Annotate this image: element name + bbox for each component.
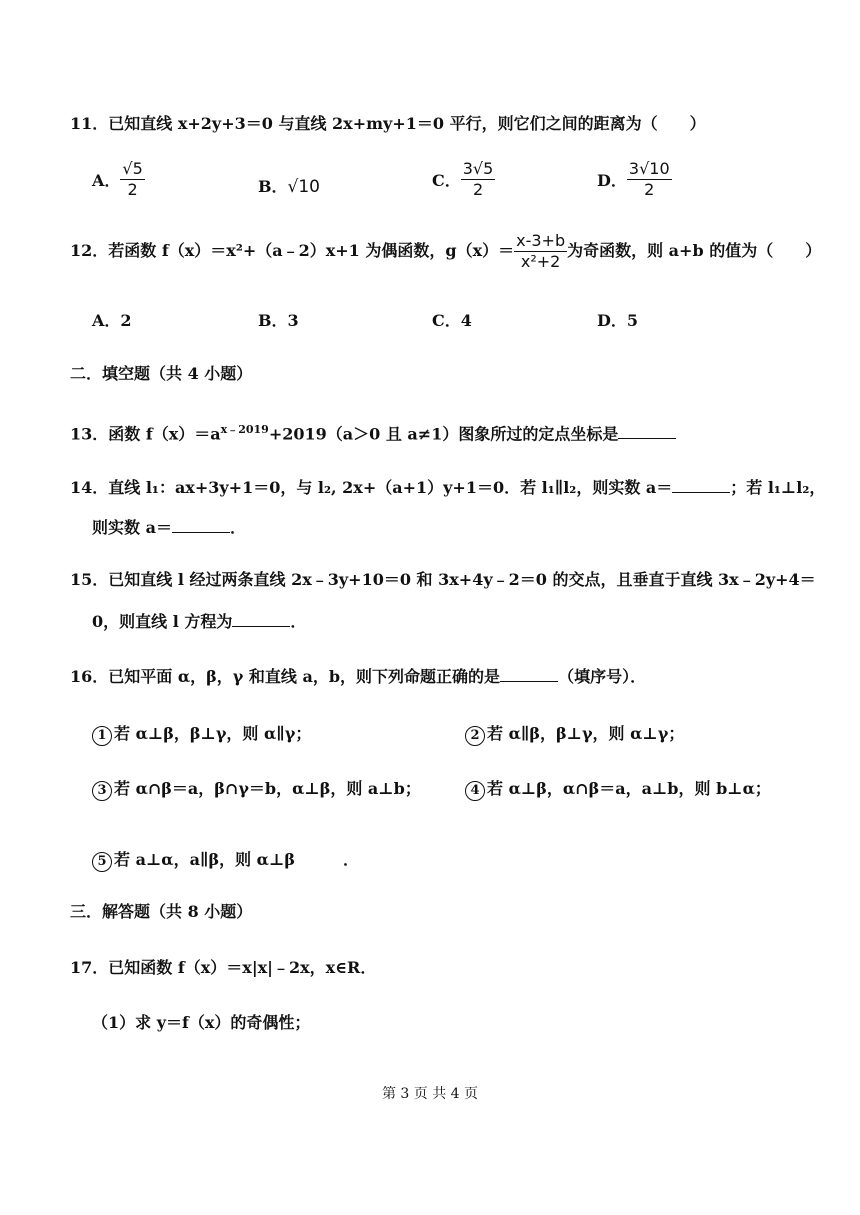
q15-line1: 15．已知直线 l 经过两条直线 2x﹣3y+10＝0 和 3x+4y﹣2＝0 的交点，且垂直于直线 3x﹣2y+4＝: [70, 570, 816, 589]
q11-stem: 11．已知直线 x+2y+3＝0 与直线 2x+my+1＝0 平行，则它们之间的距离为（ ）: [70, 114, 706, 133]
section-fill-in-title: 二．填空题（共 4 小题）: [70, 364, 253, 383]
q17-stem: 17．已知函数 f（x）＝x|x|﹣2x，x∈R．: [70, 958, 377, 977]
q16-statement-5: 5 若 a⊥α，a∥β，则 α⊥β ．: [92, 847, 359, 872]
q14-answer-blank-1: [672, 476, 730, 493]
q11-option-d: D． $\frac{3√10}{2}$: [597, 159, 670, 199]
q11-option-b: B．√10: [258, 177, 320, 197]
q13-answer-blank: [618, 422, 676, 439]
q12-option-b: B．3: [258, 311, 299, 330]
q14-line1: 14．直线 l₁：ax+3y+1＝0，与 l₂, 2x+（a+1）y+1＝0．若 l₁∥l₂，则实数 a＝ ；若 l₁⊥l₂，: [70, 478, 826, 497]
q11-option-a: A． $\frac{√5}{2}$: [92, 159, 143, 199]
q16-statement-1: 1 若 α⊥β，β⊥γ，则 α∥γ；: [92, 721, 311, 746]
q16-statement-4: 4 若 α⊥β，α∩β＝a，a⊥b，则 b⊥α；: [465, 776, 771, 801]
page-footer: 第 3 页 共 4 页: [381, 1086, 479, 1102]
q12-option-a: A．2: [92, 311, 132, 330]
q12-fraction: $\frac{x-3+b}{\text{x²+2}}$: [516, 231, 566, 271]
q12-option-c: C．4: [432, 311, 472, 330]
q16-answer-blank: [500, 665, 558, 682]
q16-statement-2: 2 若 α∥β，β⊥γ，则 α⊥γ；: [465, 721, 684, 746]
q15-line2: 0，则直线 l 方程为 ．: [92, 612, 307, 631]
q17-part1: （1）求 y＝f（x）的奇偶性；: [92, 1013, 311, 1032]
q16-stem: 16．已知平面 α，β，γ 和直线 a，b，则下列命题正确的是 （填序号）．: [70, 667, 647, 686]
q14-answer-blank-2: [172, 516, 230, 533]
section-answer-title: 三．解答题（共 8 小题）: [70, 902, 253, 921]
q11-option-c: C． $\frac{3√5}{2}$: [432, 159, 494, 199]
q12-stem: 12．若函数 f（x）＝x²+（a﹣2）x+1 为偶函数，g（x）＝ $\frac{x-3+b}{\text{x²+2}}$ 为奇函数，则 a+b 的值为（ ）: [70, 231, 822, 271]
q15-answer-blank: [232, 610, 290, 627]
q13-stem: 13．函数 $f(x)=a^{x﹣2019}+2019(a>0$ 且 a≠1）图象所过的定点坐标是: [70, 420, 676, 444]
q14-line2: 则实数 a＝ ．: [92, 518, 246, 537]
q16-statement-3: 3 若 α∩β＝a，β∩γ＝b，α⊥β，则 a⊥b；: [92, 776, 421, 801]
q12-option-d: D．5: [597, 311, 639, 330]
